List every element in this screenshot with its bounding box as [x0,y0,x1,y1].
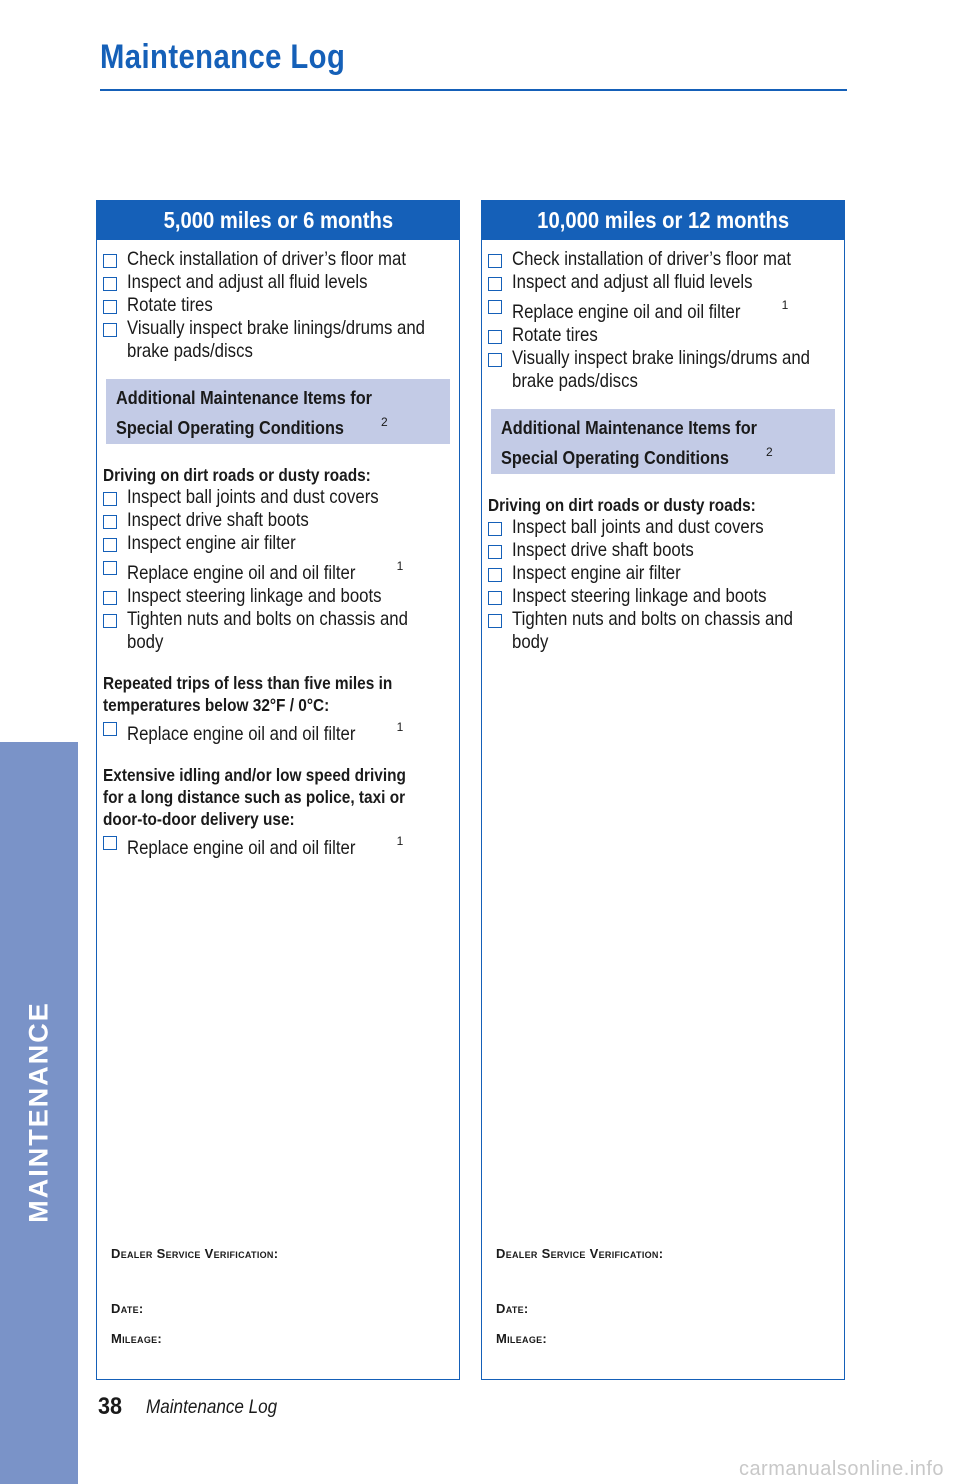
checklist-item [103,532,453,555]
checkbox[interactable] [488,568,502,582]
checklist-item-text: body [512,631,549,653]
checklist-item [103,555,453,585]
checklist-item-text: Replace engine oil and oil filter [512,301,741,323]
checkbox[interactable] [488,522,502,536]
footnote-ref: 1 [396,720,404,734]
watermark: carmanualsonline.info [738,1458,944,1480]
checklist-item-text: Tighten nuts and bolts on chassis and [127,608,408,630]
dealer-verification-label: Dealer Service Verification: [111,1246,279,1261]
page-number: 38 [98,1393,123,1420]
checklist-item-text: Inspect drive shaft boots [512,539,694,561]
checklist-item [488,347,838,370]
condition-heading [103,672,453,694]
checklist-item-text: Replace engine oil and oil filter [127,562,356,584]
checkbox[interactable] [488,254,502,268]
footnote-ref: 2 [381,415,388,429]
checkbox[interactable] [103,561,117,575]
checklist-item-text: Inspect engine air filter [127,532,296,554]
checklist-item [488,294,838,324]
condition-heading-text: temperatures below 32°F / 0°C: [103,695,330,715]
checklist-item-text: Visually inspect brake linings/drums and [127,317,425,339]
checklist-item-text: Inspect and adjust all fluid levels [127,271,368,293]
checklist-item-continuation [488,370,838,393]
checklist-item-continuation [103,631,453,654]
checklist-item [488,248,838,271]
dealer-verification-label: Dealer Service Verification: [496,1246,664,1261]
column-body [97,240,459,860]
condition-group [103,672,453,746]
mileage-label: Mileage: [496,1331,548,1346]
checkbox[interactable] [103,614,117,628]
checklist-item-text: Inspect ball joints and dust covers [512,516,764,538]
interval-header [482,201,844,240]
checklist-item [103,248,453,271]
checkbox[interactable] [103,722,117,736]
banner-line: Special Operating Conditions [501,447,729,468]
checklist-item-text: Replace engine oil and oil filter [127,837,356,859]
checkbox[interactable] [103,591,117,605]
checklist-item-text: Check installation of driver’s floor mat [127,248,407,270]
checkbox[interactable] [103,300,117,314]
checklist-item [488,608,838,631]
checklist-item-text: Replace engine oil and oil filter [127,723,356,745]
date-label: Date: [496,1301,529,1316]
checklist-item [488,562,838,585]
checklist-item-text: Tighten nuts and bolts on chassis and [512,608,793,630]
checklist-item-text: Rotate tires [512,324,598,346]
checklist-item [488,271,838,294]
checkbox[interactable] [103,836,117,850]
checkbox[interactable] [488,545,502,559]
footnote-ref: 1 [781,298,789,312]
sidebar-label: MAINTENANCE [23,1001,54,1223]
condition-heading [103,694,453,716]
condition-heading-text: Extensive idling and/or low speed driving [103,765,406,785]
checkbox[interactable] [488,300,502,314]
checklist-item-text: Inspect and adjust all fluid levels [512,271,753,293]
footnote-ref: 1 [396,559,404,573]
date-label: Date: [111,1301,144,1316]
checklist-item-text: Check installation of driver’s floor mat [512,248,792,270]
checklist-item [103,271,453,294]
condition-heading [488,494,838,516]
mileage-label: Mileage: [111,1331,163,1346]
checkbox[interactable] [103,323,117,337]
checklist-item-text: body [127,631,164,653]
checkbox[interactable] [103,277,117,291]
checklist-item [488,516,838,539]
checklist-item [103,486,453,509]
additional-items-banner [491,409,835,474]
checklist-item-text: Inspect engine air filter [512,562,681,584]
maintenance-column-10000 [481,200,845,1380]
checkbox[interactable] [103,254,117,268]
condition-heading-text: Repeated trips of less than five miles in [103,673,393,693]
checkbox[interactable] [103,492,117,506]
condition-heading [103,764,453,786]
condition-heading-text: Driving on dirt roads or dusty roads: [103,465,371,485]
condition-heading [103,808,453,830]
checklist-item [103,294,453,317]
banner-line: Special Operating Conditions [116,417,344,438]
checkbox[interactable] [488,353,502,367]
checkbox[interactable] [488,591,502,605]
condition-group [103,764,453,860]
checklist-item [103,585,453,608]
checklist-item-continuation [488,631,838,654]
condition-heading-text: door-to-door delivery use: [103,809,295,829]
footnote-ref: 1 [396,834,404,848]
checklist-item-text: Inspect ball joints and dust covers [127,486,379,508]
checklist-item-text: Inspect steering linkage and boots [512,585,767,607]
condition-heading [103,464,453,486]
checkbox[interactable] [103,515,117,529]
condition-group [103,464,453,654]
checklist-item [103,830,453,860]
checklist-item-text: brake pads/discs [127,340,253,362]
footer-title: Maintenance Log [146,1397,278,1418]
checklist-item [488,324,838,347]
checklist-item-text: Visually inspect brake linings/drums and [512,347,810,369]
checkbox[interactable] [488,614,502,628]
interval-header-text: 10,000 miles or 12 months [536,207,789,233]
banner-line: Additional Maintenance Items for [501,417,757,438]
checklist-item [103,608,453,631]
footnote-ref: 2 [766,445,773,459]
checkbox[interactable] [488,277,502,291]
condition-heading-text: for a long distance such as police, taxi or [103,787,406,807]
checklist-item [103,716,453,746]
title-rule [100,89,847,91]
condition-heading-text: Driving on dirt roads or dusty roads: [488,495,756,515]
checklist-item-text: Inspect drive shaft boots [127,509,309,531]
checkbox[interactable] [103,538,117,552]
page-title: Maintenance Log [100,38,346,76]
column-body [482,240,844,654]
checklist-item [103,317,453,340]
checklist-item-text: brake pads/discs [512,370,638,392]
interval-header-text: 5,000 miles or 6 months [163,207,393,233]
checklist-item-continuation [103,340,453,363]
interval-header [97,201,459,240]
checklist-item-text: Rotate tires [127,294,213,316]
checkbox[interactable] [488,330,502,344]
checklist-item [488,585,838,608]
condition-heading [103,786,453,808]
checklist-item [103,509,453,532]
checklist-item-text: Inspect steering linkage and boots [127,585,382,607]
checklist-item [488,539,838,562]
banner-line: Additional Maintenance Items for [116,387,372,408]
maintenance-column-5000 [96,200,460,1380]
condition-group [488,494,838,654]
additional-items-banner [106,379,450,444]
